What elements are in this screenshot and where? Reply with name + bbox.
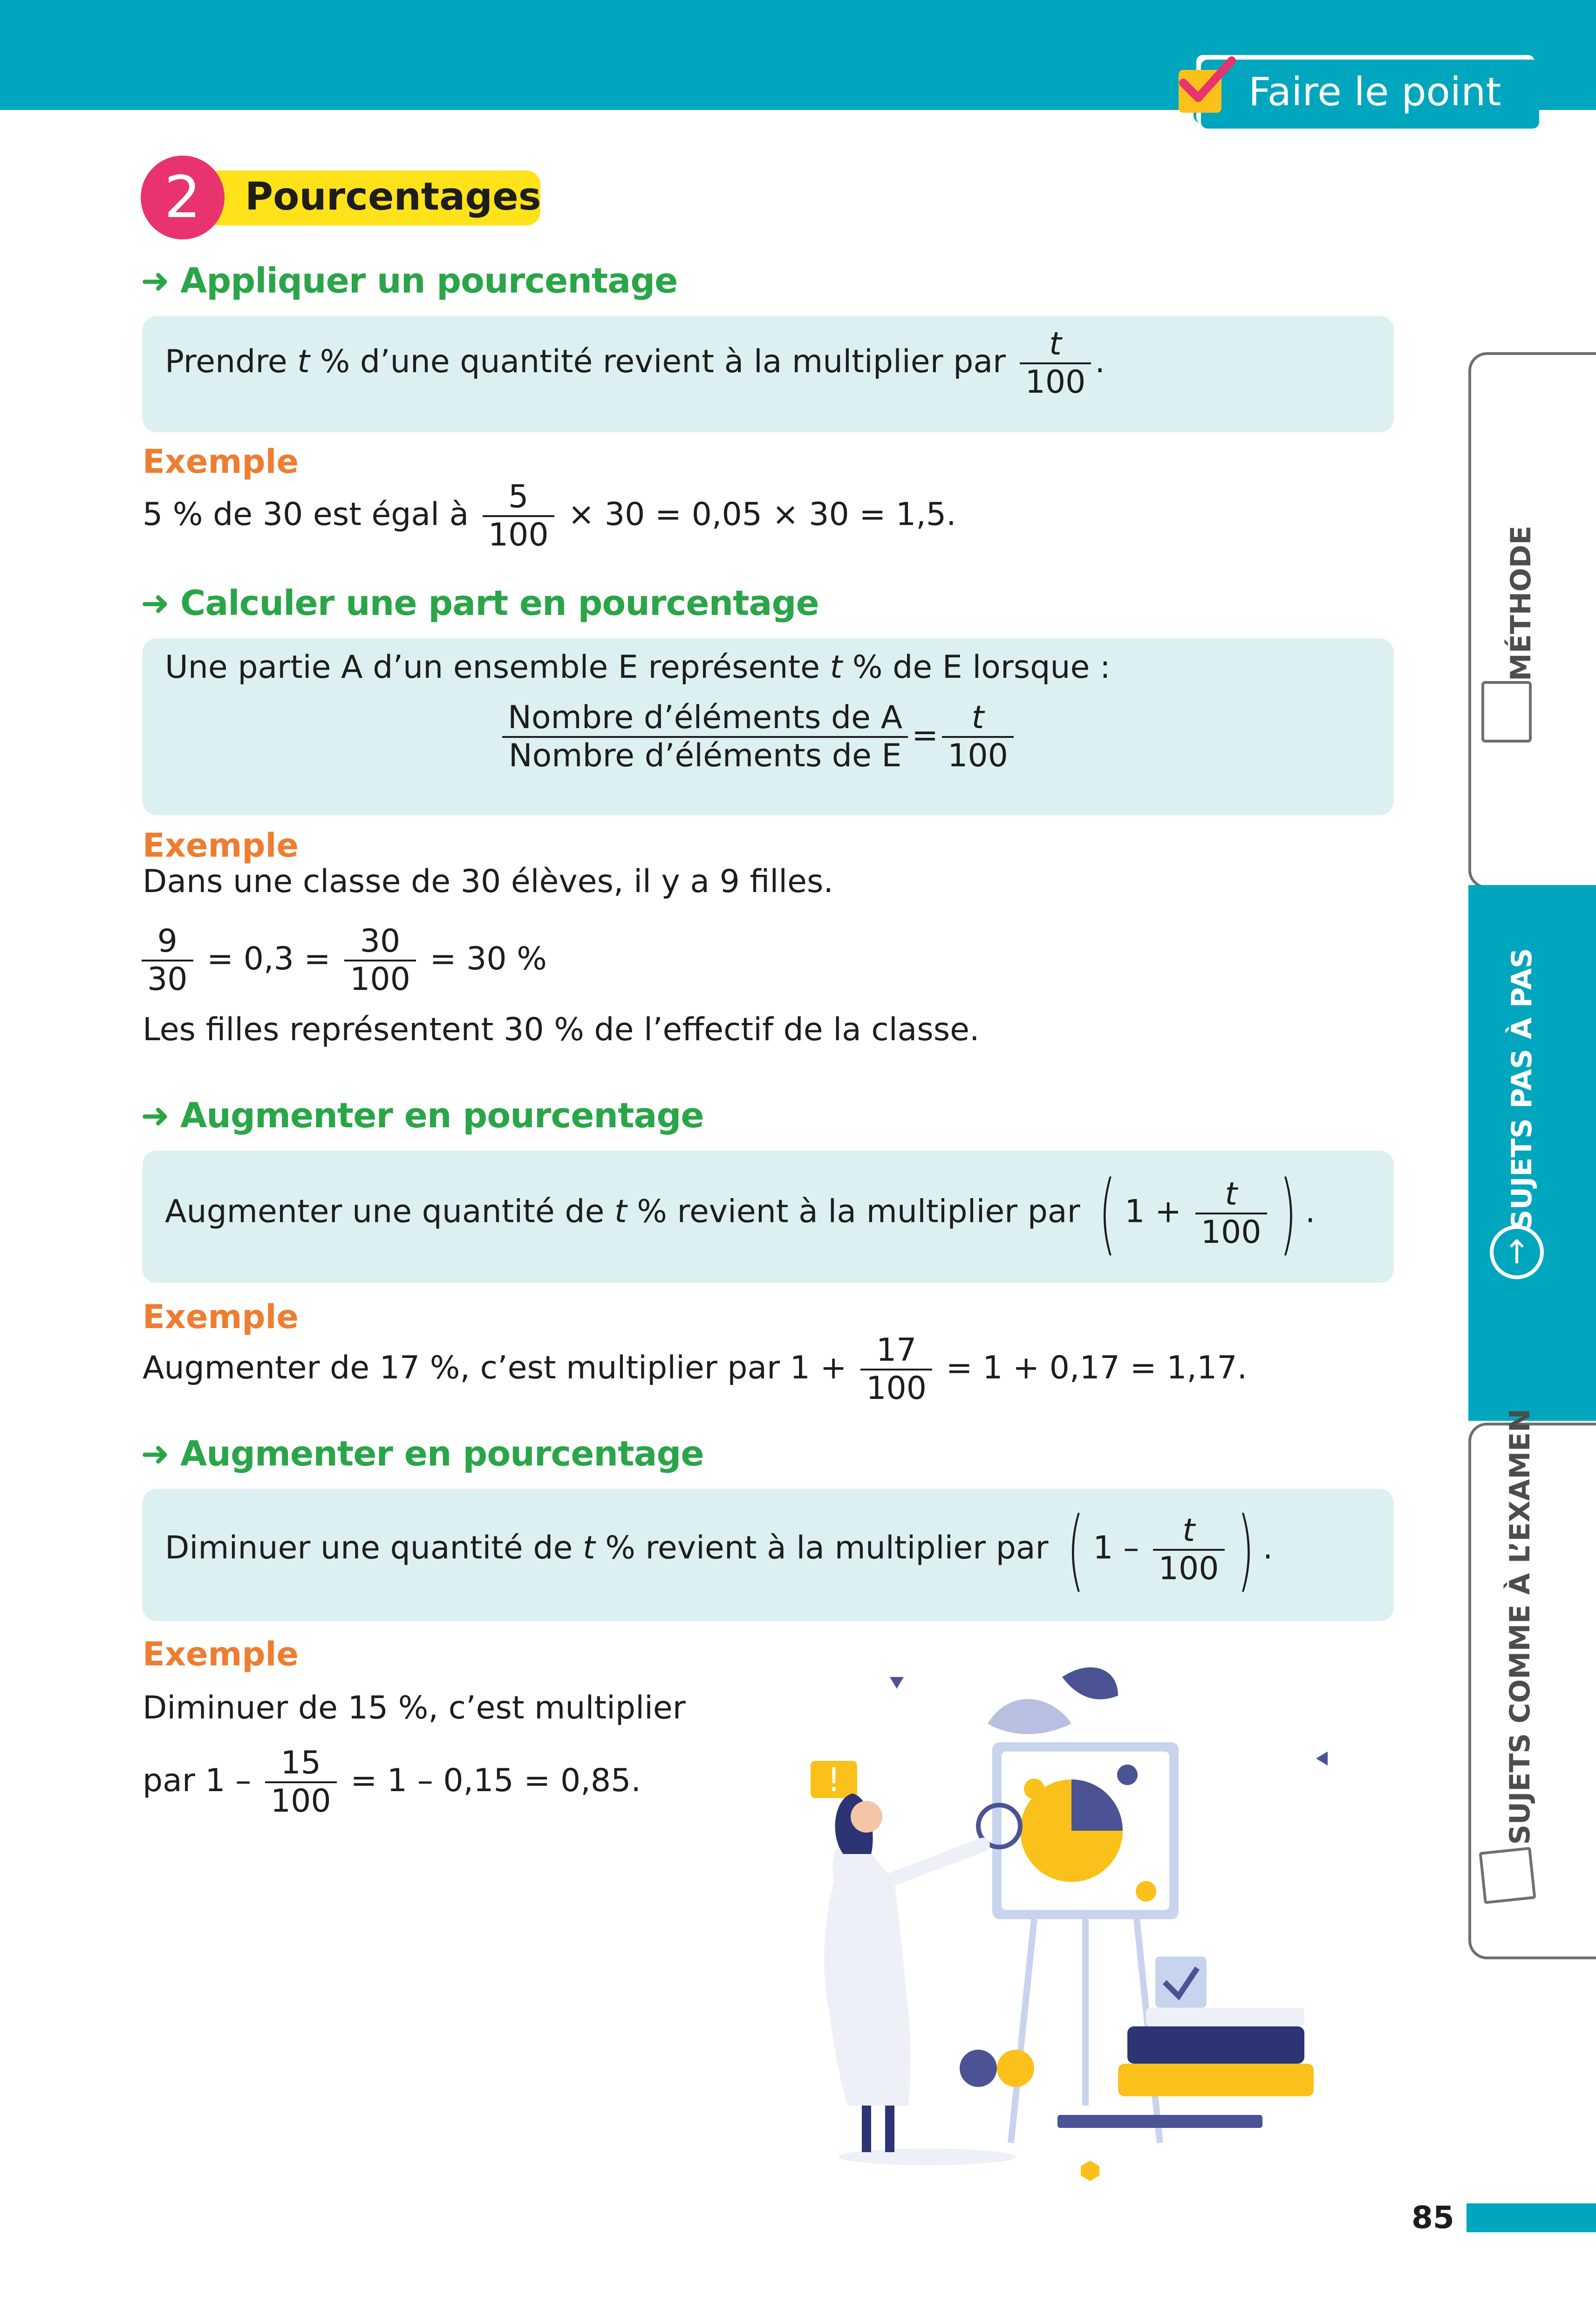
arrow-right-icon: ➜	[141, 583, 170, 623]
arrow-right-icon: ➜	[141, 261, 170, 301]
example-line-1: Diminuer de 15 %, c’est multiplier	[143, 1690, 686, 1726]
arrow-up-icon: ↑	[1490, 1225, 1544, 1279]
page-number: 85	[1412, 2200, 1454, 2236]
presentation-illustration	[792, 1640, 1398, 2199]
tab-sujets-examen[interactable]	[1468, 1409, 1596, 1959]
section-number: 2	[141, 156, 225, 239]
example-formula: $\frac{9}{30}$ = 0,3 = $\frac{30}{100}$ = 30 %	[138, 923, 547, 998]
example-label: Exemple	[143, 1298, 299, 1336]
arrow-right-icon: ➜	[141, 1096, 170, 1136]
heading-diminuer: ➜ Augmenter en pourcentage	[141, 1434, 704, 1474]
rule-text: Prendre t % d’une quantité revient à la multiplier par $\frac{t}{100}$ .	[165, 326, 1105, 401]
checklist-icon	[1481, 681, 1532, 743]
example-label: Exemple	[143, 826, 299, 865]
tab-label: SUJETS COMME À L’EXAMEN	[1504, 1409, 1536, 1845]
example-line-3: Les filles représentent 30 % de l’effectif de la classe.	[143, 1011, 980, 1048]
badge-label: Faire le point	[1248, 69, 1501, 115]
page-number-bar	[1466, 2203, 1596, 2232]
heading-augmenter: ➜ Augmenter en pourcentage	[141, 1096, 704, 1136]
tab-label: SUJETS PAS À PAS	[1506, 948, 1538, 1230]
example-text: Augmenter de 17 %, c’est multiplier par 1 + $\frac{17}{100}$ = 1 + 0,17 = 1,17.	[143, 1332, 1248, 1407]
rule-formula: $\frac{\text{Nombre d’éléments de A}}{\text{Nombre d’éléments de E}}$ = $\frac{t}{100}$	[498, 700, 1017, 774]
example-text: 5 % de 30 est égal à $\frac{5}{100}$ × 30 = 0,05 × 30 = 1,5.	[143, 478, 956, 554]
example-label: Exemple	[143, 1635, 299, 1673]
tab-label: MÉTHODE	[1505, 525, 1537, 681]
example-label: Exemple	[143, 443, 299, 481]
checkmark-icon	[1179, 70, 1221, 113]
heading-appliquer: ➜ Appliquer un pourcentage	[141, 261, 678, 301]
paper-icon	[1479, 1847, 1536, 1904]
section-title: Pourcentages	[245, 175, 541, 219]
svg-text:!: !	[827, 1761, 841, 1799]
example-text: par 1 – $\frac{15}{100}$ = 1 – 0,15 = 0,85.	[143, 1745, 641, 1820]
rule-text: Augmenter une quantité de t % revient à la multiplier par ( 1 + $\frac{t}{100}$ ) .	[165, 1162, 1316, 1265]
example-line-1: Dans une classe de 30 élèves, il y a 9 filles.	[143, 863, 834, 900]
rule-text: Diminuer une quantité de t % revient à la multiplier par ( 1 – $\frac{t}{100}$ ) .	[165, 1498, 1273, 1601]
heading-calculer: ➜ Calculer une part en pourcentage	[141, 583, 819, 623]
tab-methode[interactable]	[1468, 352, 1596, 889]
tab-sujets-pas-a-pas[interactable]	[1468, 885, 1596, 1421]
rule-text: Une partie A d’un ensemble E représente t % de E lorsque :	[165, 649, 1111, 686]
arrow-right-icon: ➜	[141, 1434, 170, 1474]
